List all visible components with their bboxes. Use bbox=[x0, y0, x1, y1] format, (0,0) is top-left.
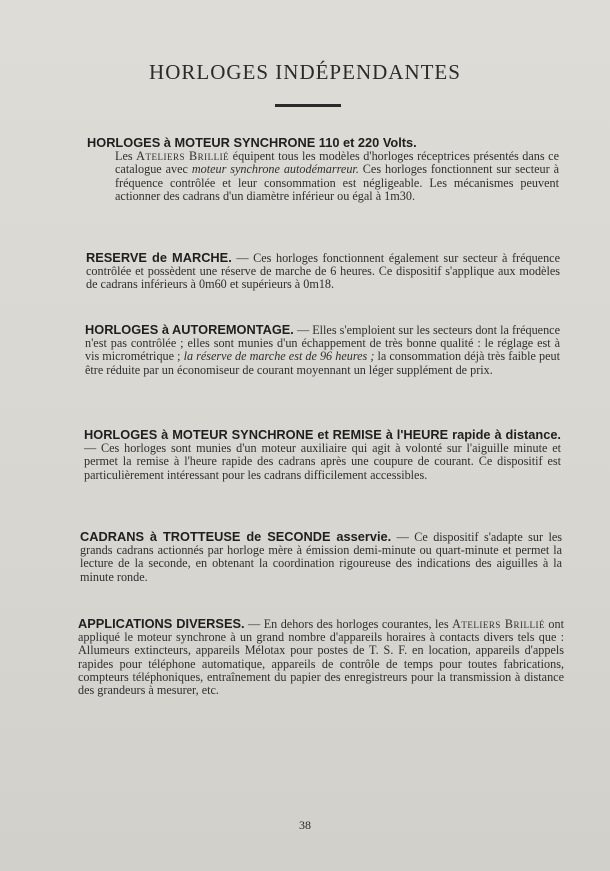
title-underline-rule bbox=[275, 104, 341, 107]
section-heading: APPLICATIONS DIVERSES. bbox=[78, 616, 245, 631]
section-heading: HORLOGES à MOTEUR SYNCHRONE 110 et 220 Volts. bbox=[87, 135, 417, 150]
brand-name: Ateliers Brillié bbox=[452, 617, 545, 631]
section-heading: HORLOGES à AUTOREMONTAGE. bbox=[85, 322, 294, 337]
section-moteur-synchrone bbox=[87, 136, 559, 203]
brand-name: Ateliers Brillié bbox=[136, 149, 230, 164]
page-title: HORLOGES INDÉPENDANTES bbox=[149, 60, 461, 84]
section-heading: CADRANS à TROTTEUSE de SECONDE asservie. bbox=[80, 529, 392, 544]
section-trotteuse: CADRANS à TROTTEUSE de SECONDE asservie. — Ce dispositif s'adapte sur les grands cadrans actionnés par horloge mère à émission demi-minute ou quart-minute et permet la lecture de la seconde, en obtenant la coordination rigoureuse des indications des aiguilles à la minute ronde. bbox=[80, 529, 562, 584]
section-autoremontage: HORLOGES à AUTOREMONTAGE. — Elles s'emploient sur les secteurs dont la fréquence n'est pas contrôlée ; elles sont munies d'un échappement de très bonne qualité : le réglage est à vis micrométrique ; la réserve de marche est de 96 heures ; la consommation déjà très faible peut être réduite par un économiseur de courant moyennant un léger supplément de prix. bbox=[85, 322, 560, 377]
section-body: Les Ateliers Brillié équipent tous les modèles d'horloges réceptrices présentés dans ce catalogue avec moteur synchrone autodémarreur. Ces horloges fonctionnent sur secteur à fréquence contrôlée et leur consommation est négligeable. Les mécanismes peuvent actionner des cadrans d'un diamètre inférieur ou égal à 1m30. bbox=[115, 149, 560, 203]
page-number: 38 bbox=[299, 818, 311, 832]
section-heading: RESERVE de MARCHE. bbox=[86, 250, 232, 265]
section-heading: HORLOGES à MOTEUR SYNCHRONE et REMISE à l'HEURE rapide à distance. bbox=[84, 427, 561, 442]
section-remise-heure: HORLOGES à MOTEUR SYNCHRONE et REMISE à l'HEURE rapide à distance. — Ces horloges sont munies d'un moteur auxiliaire qui agit à volonté sur l'aiguille minute et permet la remise à l'heure rapide des cadrans après une coupure de courant. Ce dispositif est particulièrement intéressant pour les cadrans difficilement accessibles. bbox=[84, 427, 561, 482]
section-reserve-marche: RESERVE de MARCHE. — Ces horloges fonctionnent également sur secteur à fréquence contrôlée et possèdent une réserve de marche de 6 heures. Ce dispositif s'applique aux modèles de cadrans inférieurs à 0m60 et supérieurs à 0m18. bbox=[86, 250, 560, 292]
section-applications: APPLICATIONS DIVERSES. — En dehors des horloges courantes, les Ateliers Brillié ont appliqué le moteur synchrone à un grand nombre d'appareils horaires à contacts divers tels que : Allumeurs extincteurs, appareils Mélotax pour postes de T. S. F. en location, appareils d'appels rapides pour téléphone automatique, appareils de contrôle de temps pour toutes fabrications, compteurs téléphoniques, entraînement du papier des enregistreurs pour la transmission à distance des grandeurs à mesurer, etc. bbox=[78, 616, 564, 698]
